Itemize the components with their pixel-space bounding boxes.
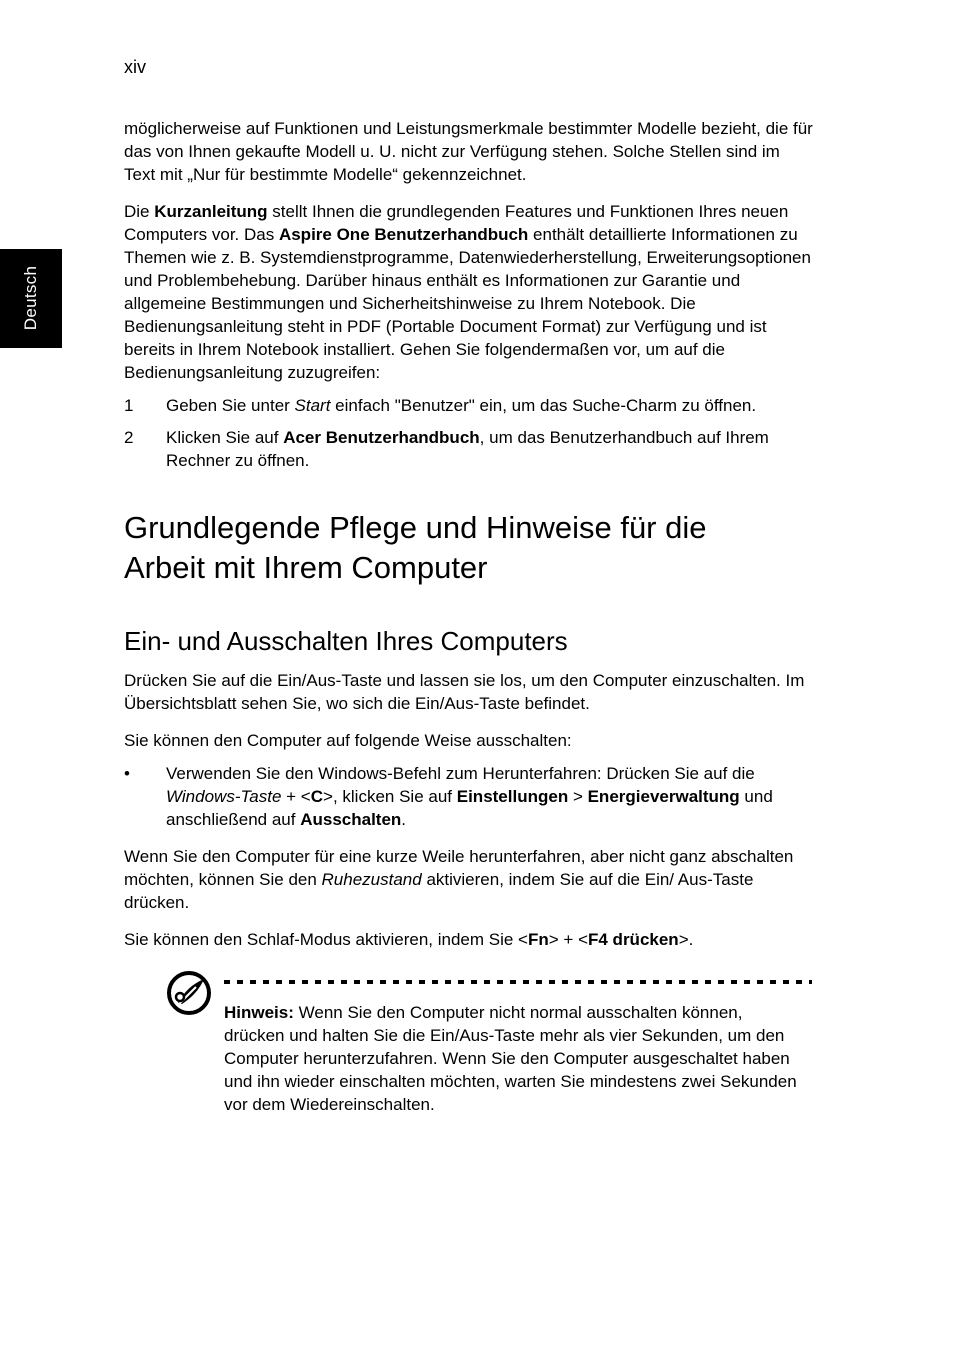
- note-text: Hinweis: Wenn Sie den Computer nicht normal ausschalten können, drücken und halten Sie die Ein/Aus-Taste mehr als vier Sekunden, um den Computer herunterzufahren. Wenn Sie den Computer ausgeschaltet haben und ihn wieder einschalten möchten, warten Sie mindestens zwei Sekunden vor dem Wiedereinschalten.: [224, 1003, 797, 1114]
- section-heading: Grundlegende Pflege und Hinweise für die Arbeit mit Ihrem Computer: [124, 510, 707, 585]
- note-dotted-rule: [224, 980, 812, 984]
- subsection-heading: Ein- und Ausschalten Ihres Computers: [124, 626, 568, 656]
- user-manual-term: Aspire One Benutzerhandbuch: [278, 225, 529, 244]
- main-content: [124, 117, 814, 1160]
- side-tab-label: Deutsch: [21, 265, 40, 331]
- power-off-intro: Sie können den Computer auf folgende Weise ausschalten:: [124, 731, 572, 750]
- hibernate-paragraph: Wenn Sie den Computer für eine kurze Weile herunterfahren, aber nicht ganz abschalten möchten, können Sie den Ruhezustand aktivieren, indem Sie auf die Ein/ Aus-Taste drücken.: [124, 847, 794, 912]
- shutdown-bullet: • Verwenden Sie den Windows-Befehl zum Herunterfahren: Drücken Sie auf die Windows-Taste + <C>, klicken Sie auf Einstellungen > Energieverwaltung und anschließend auf Ausschalten.: [124, 764, 773, 829]
- intro-paragraph: möglicherweise auf Funktionen und Leistungsmerkmale bestimmter Modelle bezieht, die für das von Ihnen gekaufte Modell u. U. nicht zur Verfügung stehen. Solche Stellen sind im Text mit „Nur für bestimmte Modelle“ gekennzeichnet.: [124, 119, 813, 184]
- power-on-paragraph: Drücken Sie auf die Ein/Aus-Taste und lassen sie los, um den Computer einzuschalten. Im Übersichtsblatt sehen Sie, wo sich die Ein/Aus-Taste befindet.: [124, 671, 805, 713]
- page-number: xiv: [124, 57, 146, 77]
- quick-guide-term: Kurzanleitung: [154, 202, 268, 221]
- manual-paragraph: Die Kurzanleitung stellt Ihnen die grundlegenden Features und Funktionen Ihres neuen Computers vor. Das Aspire One Benutzerhandbuch enthält detaillierte Informationen zu Themen wie z. B. Systemdienstprogramme, Datenwiederherstellung, Erweiterungsoptionen und Problembehebung. Darüber hinaus enthält es Informationen zur Garantie und allgemeine Bestimmungen und Sicherheitshinweise zu Ihrem Notebook. Die Bedienungsanleitung steht in PDF (Portable Document Format) zur Verfügung und ist bereits in Ihrem Notebook installiert. Gehen Sie folgendermaßen vor, um auf die Bedienungsanleitung zuzugreifen:: [124, 202, 811, 382]
- step-1: 1 Geben Sie unter Start einfach "Benutzer" ein, um das Suche-Charm zu öffnen.: [124, 396, 757, 415]
- note-pen-icon: [166, 970, 212, 1016]
- language-side-tab: [0, 249, 62, 348]
- sleep-paragraph: Sie können den Schlaf-Modus aktivieren, indem Sie <Fn> + <F4 drücken>.: [124, 930, 694, 949]
- note-box: [166, 970, 814, 1160]
- step-2: 2 Klicken Sie auf Acer Benutzerhandbuch, um das Benutzerhandbuch auf Ihrem Rechner zu öffnen.: [124, 428, 769, 470]
